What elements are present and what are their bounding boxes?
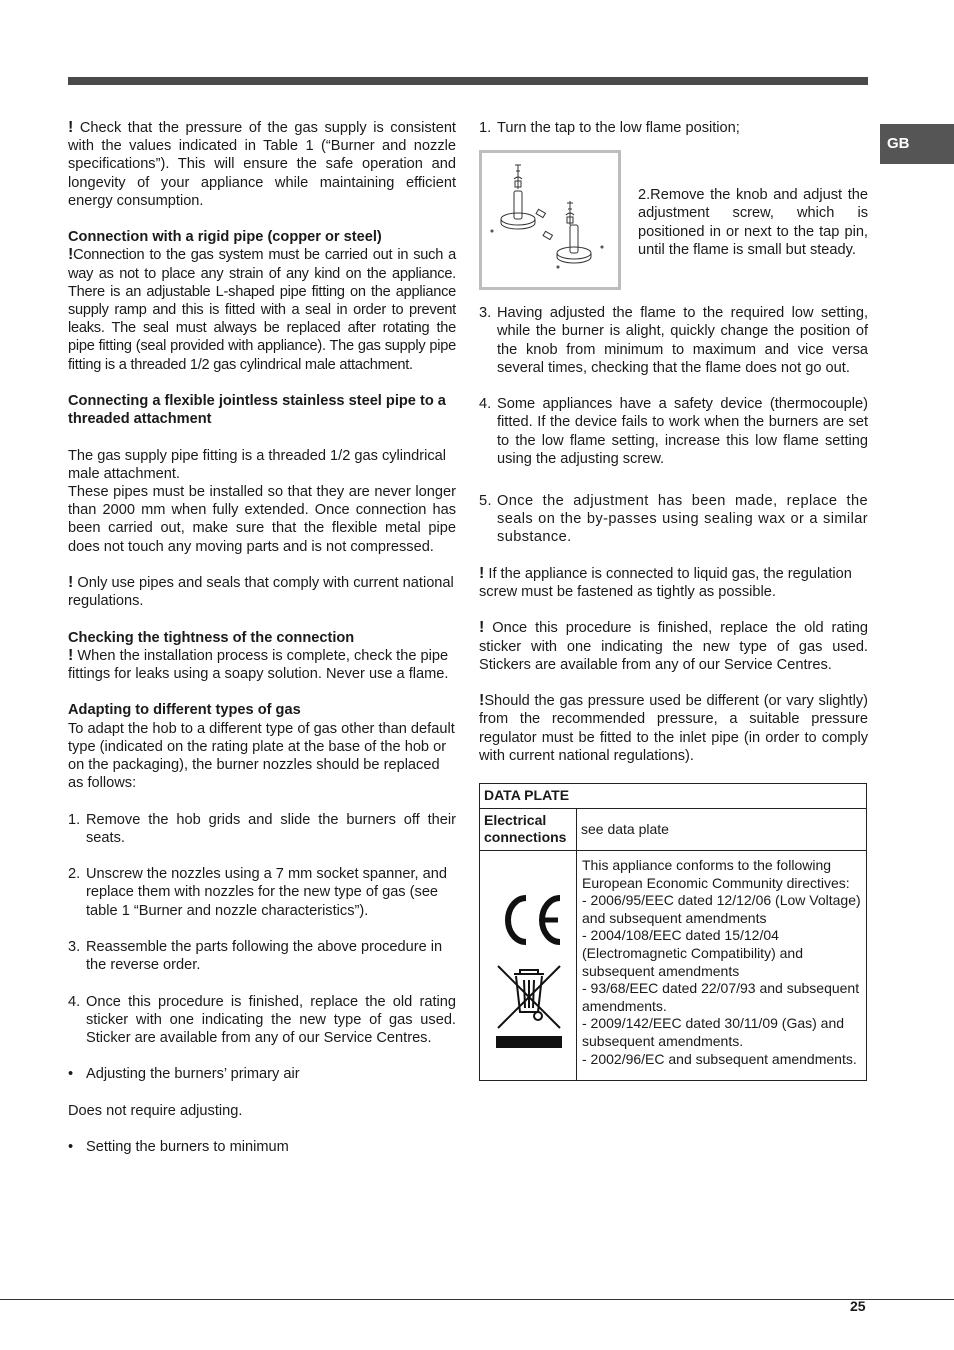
bullet-item: • Adjusting the burners’ primary air [68, 1066, 300, 1083]
list-item: 4. Once this procedure is finished, replace the old rating sticker with one indicating the new type of gas used. Sticker are available from any of our Service Centres. [68, 993, 456, 1046]
burner-adjustment-illustration [479, 150, 621, 290]
sticker-note: ! Once this procedure is finished, replace the old rating sticker with one indicating the new type of gas used. Stickers are available from any of our Service Centres. [479, 619, 868, 673]
data-plate-title: DATA PLATE [480, 784, 867, 809]
header-bar [68, 77, 868, 85]
list-item: 2. Unscrew the nozzles using a 7 mm socket spanner, and replace them with nozzles for the new type of gas (see table 1 “Burner and nozzle characteristics”). [68, 866, 447, 919]
compliance-logos-cell [480, 850, 577, 1080]
footer-divider [0, 1299, 954, 1300]
page-number: 25 [850, 1298, 866, 1314]
tightness-heading: Checking the tightness of the connection [68, 629, 355, 646]
conformity-text: This appliance conforms to the following European Economic Community directives: - 2006/95/EEC dated 12/12/06 (Low Voltage) and subsequent amendments - 2004/108/EEC dated 15/12/04 (Electromagnetic Compatibility) and subsequent amendments - 93/68/EEC dated 22/07/93 and subsequent amendments. - 2009/142/EEC dated 30/11/09 (Gas) and subsequent amendments. - 2002/96/EC and subsequent amendments. [577, 850, 867, 1080]
left-column [68, 119, 456, 1175]
weee-bin-icon [498, 966, 560, 1028]
flexible-pipe-text-2: These pipes must be installed so that they are never longer than 2000 mm when fully extended. Once connection has been carried out, make sure that the flexible metal pipe does not touch any moving parts and is not compressed. [68, 484, 456, 555]
electrical-connections-label: Electrical connections [480, 808, 577, 850]
adapting-text: To adapt the hob to a different type of gas other than default type (indicated on the rating plate at the base of the hob or on the packaging), the burner nozzles should be replaced as follows: [68, 720, 455, 792]
list-item: 3. Reassemble the parts following the above procedure in the reverse order. [68, 939, 443, 974]
adapting-heading: Adapting to different types of gas [68, 702, 301, 719]
step-2-text: 2.Remove the knob and adjust the adjustment screw, which is positioned in or next to the tap pin, until the flame is small but steady. [638, 187, 868, 258]
list-item: 4. Some appliances have a safety device (thermocouple) fitted. If the device fails to work when the burners are set to the low flame setting, increase this low flame setting using the adjusting screw. [479, 396, 868, 467]
data-plate-table [479, 783, 867, 1081]
language-tab: GB [880, 124, 954, 164]
liquid-gas-note: ! If the appliance is connected to liquid gas, the regulation screw must be fastened as tightly as possible. [479, 564, 852, 601]
pressure-regulator-note: !Should the gas pressure used be different (or vary slightly) from the recommended pressure, a suitable pressure regulator must be fitted to the inlet pipe (in order to comply with current national regulations). [479, 692, 868, 764]
bullet-item: • Setting the burners to minimum [68, 1139, 289, 1156]
flexible-pipe-heading: Connecting a flexible jointless stainless steel pipe to a threaded attachment [68, 393, 446, 428]
pressure-note: ! Check that the pressure of the gas supply is consistent with the values indicated in Table 1 (“Burner and nozzle specifications”). This will ensure the safe operation and longevity of your appliance while maintaining efficient energy consumption. [68, 119, 456, 209]
tightness-text: ! When the installation process is complete, check the pipe fittings for leaks using a soapy solution. Never use a flame. [68, 646, 449, 683]
list-item: 3. Having adjusted the flame to the required low setting, while the burner is alight, quickly change the position of the knob from minimum to maximum and vice versa several times, checking that the flame does not go out. [479, 305, 868, 376]
rigid-pipe-heading: Connection with a rigid pipe (copper or steel) [68, 229, 382, 246]
list-item: 1. Remove the hob grids and slide the burners off their seats. [68, 811, 456, 846]
list-item: 5. Once the adjustment has been made, replace the seals on the by-passes using sealing wax or a similar substance. [479, 493, 868, 546]
list-item: 1. Turn the tap to the low flame position; [479, 120, 740, 136]
right-column [479, 119, 868, 1081]
ce-mark-icon [492, 878, 564, 1048]
electrical-connections-value: see data plate [577, 808, 867, 850]
adjustment-figure-block [479, 150, 868, 290]
pipes-note: ! Only use pipes and seals that comply with current national regulations. [68, 574, 454, 610]
primary-air-text: Does not require adjusting. [68, 1102, 243, 1119]
rigid-pipe-text: !Connection to the gas system must be carried out in such a way as not to place any strain of any kind on the appliance. There is an adjustable L-shaped pipe fitting on the appliance supply ramp and this is fitted with a seal in order to prevent leaks. The seal must always be replaced after rotating the pipe fitting (seal provided with appliance). The gas supply pipe fitting is a threaded 1/2 gas cylindrical male attachment. [68, 246, 456, 373]
flexible-pipe-text-1: The gas supply pipe fitting is a threaded 1/2 gas cylindrical male attachment. [68, 447, 447, 482]
